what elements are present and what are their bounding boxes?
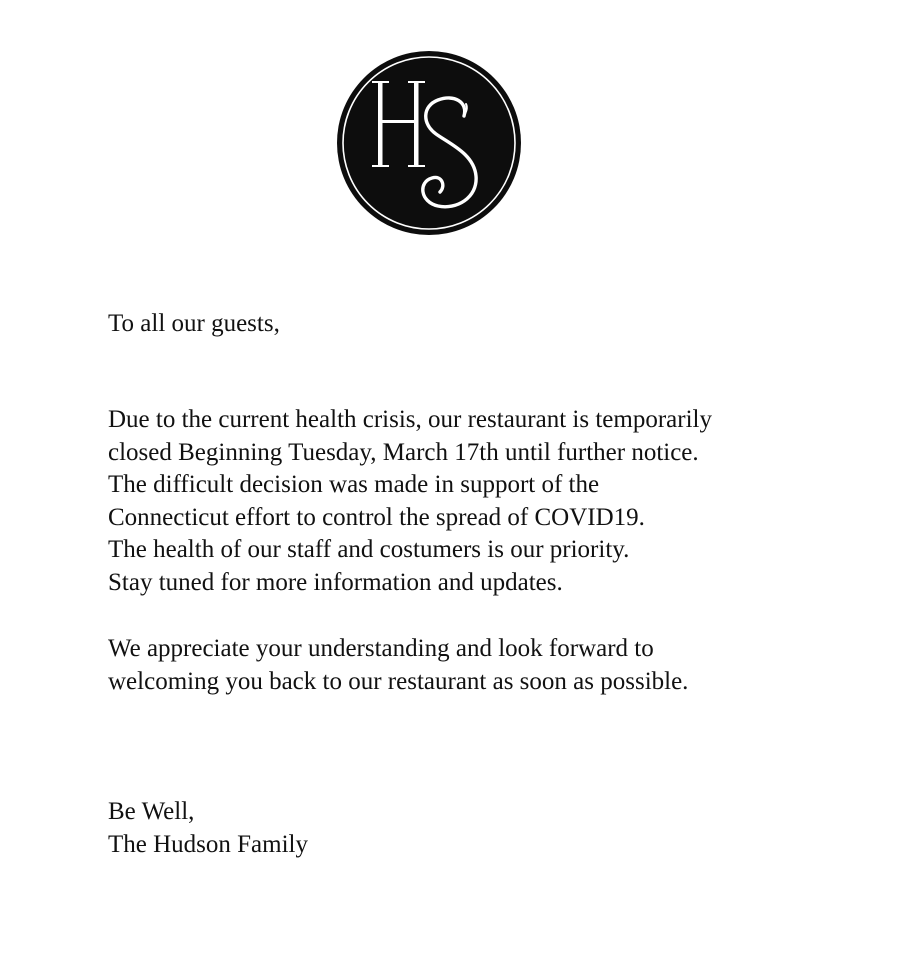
letter-greeting <box>108 308 868 341</box>
paragraph-line: The health of our staff and costumers is our priority. <box>108 536 630 564</box>
hudson-monogram-logo <box>336 50 522 236</box>
signature: The Hudson Family <box>108 830 308 858</box>
closure-paragraph <box>108 404 868 600</box>
sign-off: Be Well, <box>108 798 195 825</box>
letter-closing <box>108 796 868 861</box>
appreciation-paragraph <box>108 633 868 698</box>
paragraph-line: Stay tuned for more information and updates. <box>108 568 563 596</box>
paragraph-line: Due to the current health crisis, our restaurant is temporarily <box>108 406 712 433</box>
paragraph-line: We appreciate your understanding and look forward to <box>108 635 654 662</box>
paragraph-line: Connecticut effort to control the spread of COVID19. <box>108 503 645 531</box>
greeting-text: To all our guests, <box>108 310 280 337</box>
paragraph-line: welcoming you back to our restaurant as soon as possible. <box>108 667 689 695</box>
paragraph-line: The difficult decision was made in support of the <box>108 471 600 499</box>
paragraph-line: closed Beginning Tuesday, March 17th until further notice. <box>108 438 699 466</box>
